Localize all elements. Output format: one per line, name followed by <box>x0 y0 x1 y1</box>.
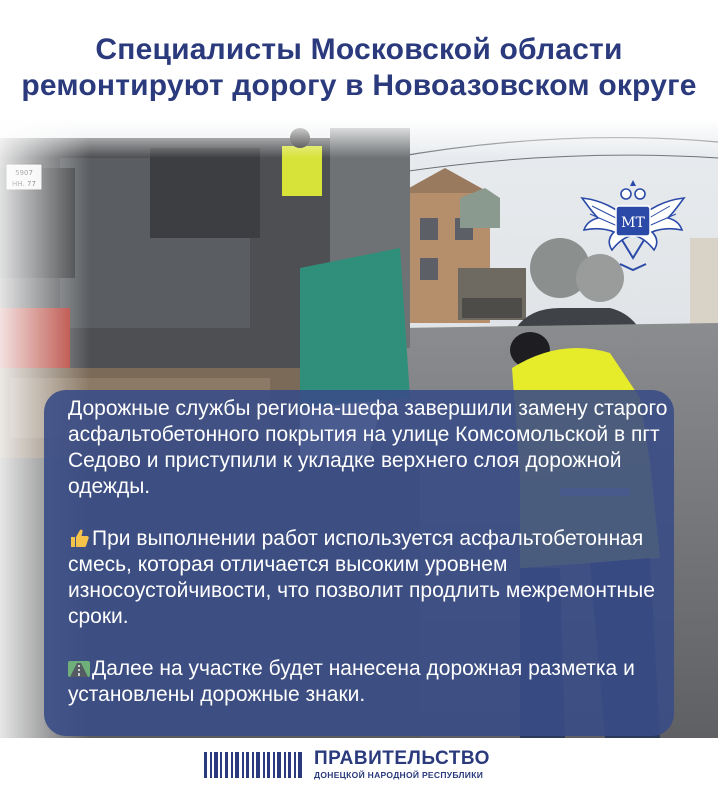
page-title: Специалисты Московской области ремонтируют дорогу в Новоазовском округе <box>21 33 697 103</box>
barcode-logo-icon <box>204 752 304 778</box>
government-footer-logo <box>204 746 524 786</box>
paragraph-materials-text: При выполнении работ используется асфальтобетонная смесь, которая отличается высоким уровнем износоустойчивости, что позволит продлить межремонтные сроки. <box>68 527 655 628</box>
motorway-icon <box>68 658 90 678</box>
ministry-eagle-emblem <box>578 178 688 274</box>
paragraph-next-steps-text: Далее на участке будет нанесена дорожная разметка и установлены дорожные знаки. <box>68 657 635 706</box>
paragraph-next-steps <box>68 656 678 708</box>
paragraph-intro: Дорожные службы региона-шефа завершили замену старого асфальтобетонного покрытия на улице Комсомольской в пгт Седово и приступили к укладке верхнего слоя дорожной одежды. <box>68 397 668 498</box>
org-subtitle: ДОНЕЦКОЙ НАРОДНОЙ РЕСПУБЛИКИ <box>314 770 484 780</box>
emblem-initials: МТ <box>621 215 645 231</box>
org-name: ПРАВИТЕЛЬСТВО <box>314 748 490 769</box>
thumbs-up-icon <box>68 528 90 548</box>
card-text <box>68 396 678 708</box>
paragraph-materials <box>68 526 678 630</box>
